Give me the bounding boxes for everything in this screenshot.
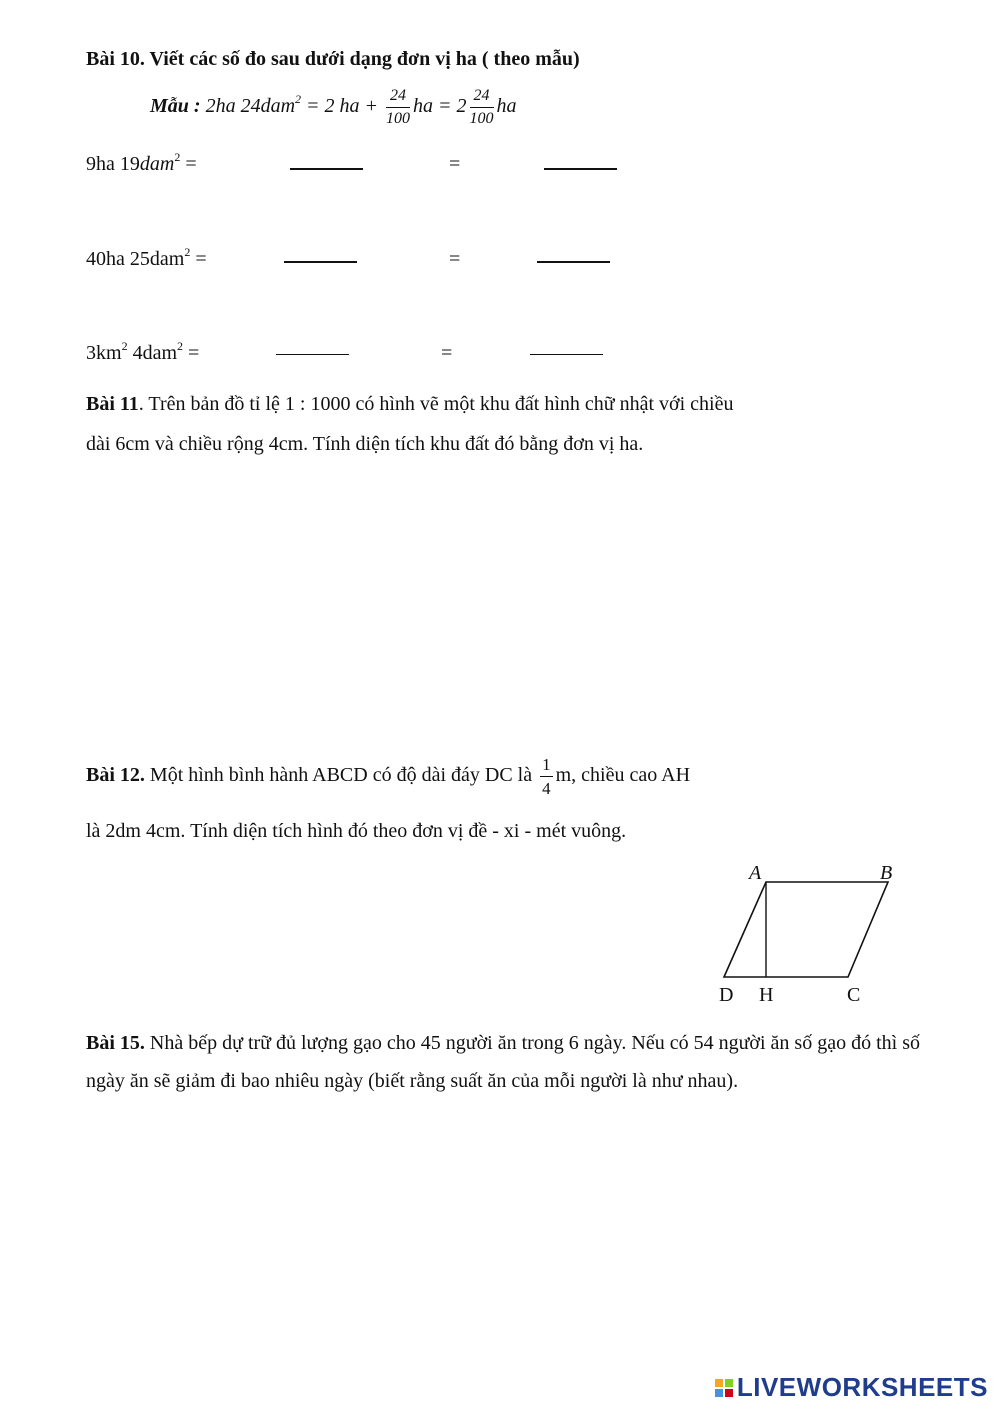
vertex-label-b: B	[880, 862, 893, 884]
example-part2: = 2 ha +	[301, 95, 384, 118]
bai11-label: Bài 11	[86, 393, 139, 415]
row1-exp: 2	[174, 150, 181, 164]
row3-exp2: 2	[177, 339, 183, 353]
bai12-label: Bài 12.	[86, 764, 145, 787]
vertex-label-c: C	[847, 984, 861, 1006]
row1-pre: 9ha 19	[86, 153, 140, 175]
bai12-line1	[86, 756, 690, 797]
row2-answer-blank-2[interactable]	[537, 261, 610, 263]
fraction-numerator: 24	[470, 88, 494, 108]
row3-equals: =	[183, 342, 200, 364]
bai12-fraction	[540, 756, 553, 797]
row3-expression	[86, 339, 200, 365]
row1-unit: dam	[139, 153, 175, 175]
example-formula	[150, 88, 517, 127]
vertex-label-a: A	[749, 862, 762, 884]
row1-expression	[86, 150, 197, 176]
logo-square	[715, 1389, 723, 1397]
row1-answer-blank-1[interactable]	[290, 168, 363, 170]
logo-square	[715, 1379, 723, 1387]
bai15-problem	[86, 1024, 946, 1100]
row1-equals-mid: =	[449, 153, 461, 175]
example-part1: 2ha 24dam	[205, 95, 296, 118]
bai11-text-line2: dài 6cm và chiều rộng 4cm. Tính diện tích khu đất đó bằng đơn vị ha.	[86, 433, 644, 455]
vertex-label-d: D	[719, 984, 734, 1006]
row2-expression	[86, 245, 207, 271]
row1-equals: =	[180, 153, 197, 175]
row3-pre: 3km	[86, 342, 122, 364]
bai12-text-b: m, chiều cao AH	[555, 764, 691, 787]
parallelogram-abcd	[724, 882, 888, 977]
example-part3: ha = 2	[413, 95, 467, 118]
liveworksheets-logo	[715, 1372, 988, 1403]
fraction-numerator: 1	[540, 756, 553, 777]
fraction-numerator: 24	[386, 88, 410, 108]
row2-equals-mid: =	[449, 248, 461, 270]
row3-exp: 2	[121, 339, 128, 353]
row2-equals: =	[190, 248, 207, 270]
row3-mid: 4dam	[127, 342, 177, 364]
bai15-text: Nhà bếp dự trữ đủ lượng gạo cho 45 người ăn trong 6 ngày. Nếu có 54 người ăn số gạo đó thì số ngày ăn sẽ giảm đi bao nhiêu ngày (biết rằng suất ăn của mỗi người là như nhau).	[86, 1032, 920, 1092]
logo-square	[725, 1389, 733, 1397]
fraction-denominator: 100	[386, 110, 411, 127]
example-part4: ha	[496, 95, 517, 118]
row3-answer-blank-1[interactable]	[276, 354, 349, 355]
row2-exp: 2	[184, 245, 191, 259]
example-label: Mẫu :	[150, 95, 201, 118]
bai15-label: Bài 15.	[86, 1032, 145, 1054]
row1-answer-blank-2[interactable]	[544, 168, 617, 170]
logo-icon	[715, 1379, 733, 1397]
bai10-title: Bài 10. Viết các số đo sau dưới dạng đơn vị ha ( theo mẫu)	[86, 48, 580, 70]
bai12-line2: là 2dm 4cm. Tính diện tích hình đó theo đơn vị đề - xi - mét vuông.	[86, 820, 627, 842]
example-exp: 2	[295, 92, 302, 107]
bai11-text-line1: . Trên bản đồ tỉ lệ 1 : 1000 có hình vẽ một khu đất hình chữ nhật với chiều	[138, 393, 734, 415]
row3-answer-blank-2[interactable]	[530, 354, 603, 355]
example-fraction-2	[470, 88, 494, 127]
fraction-denominator: 4	[542, 779, 551, 798]
example-fraction-1	[386, 88, 410, 127]
logo-square	[725, 1379, 733, 1387]
logo-text: LIVEWORKSHEETS	[736, 1372, 988, 1402]
row2-pre: 40ha 25dam	[86, 248, 185, 270]
row3-equals-mid: =	[441, 342, 453, 364]
bai12-text-a: Một hình bình hành ABCD có độ dài đáy DC là	[144, 764, 533, 787]
bai11-problem	[86, 384, 946, 464]
vertex-label-h: H	[759, 984, 774, 1006]
fraction-denominator: 100	[469, 110, 494, 127]
row2-answer-blank-1[interactable]	[284, 261, 357, 263]
